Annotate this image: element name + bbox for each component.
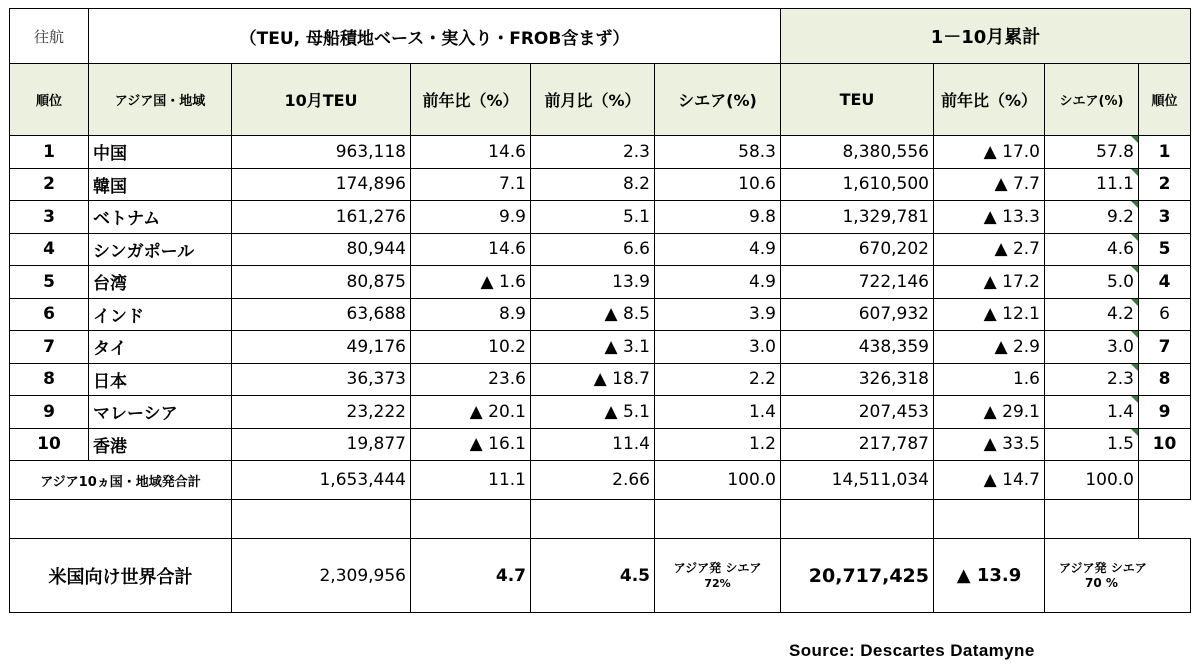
world-total-label: 米国向け世界合計	[10, 539, 232, 613]
cum-share-cell: 2.3	[1045, 363, 1139, 396]
cum-rank-cell: 8	[1139, 363, 1191, 396]
yoy-cell: 8.9	[411, 298, 531, 331]
cum-yoy-cell: ▲ 2.7	[934, 233, 1045, 266]
table-row	[10, 136, 1191, 169]
yoy-cell: 23.6	[411, 363, 531, 396]
cum-share-cell: 5.0	[1045, 266, 1139, 299]
world-total-oct-teu: 2,309,956	[232, 539, 411, 613]
oct-teu-cell: 19,877	[232, 428, 411, 461]
world-cum-asia-share-value: 70 %	[1085, 575, 1118, 590]
world-total-row	[10, 539, 1191, 613]
asia-total-row	[10, 461, 1191, 500]
mom-cell: 2.3	[531, 136, 655, 169]
cum-rank-cell: 3	[1139, 201, 1191, 234]
rank-cell: 8	[10, 363, 89, 396]
country-cell: 日本	[89, 363, 232, 396]
yoy-cell: ▲ 16.1	[411, 428, 531, 461]
oct-teu-cell: 174,896	[232, 168, 411, 201]
rank-cell: 4	[10, 233, 89, 266]
yoy-cell: ▲ 1.6	[411, 266, 531, 299]
cum-share-cell: 11.1	[1045, 168, 1139, 201]
cum-teu-cell: 326,318	[781, 363, 934, 396]
col-oct-teu: 10月TEU	[232, 64, 411, 136]
yoy-cell: 10.2	[411, 331, 531, 364]
cum-yoy-cell: ▲ 17.0	[934, 136, 1045, 169]
teu-table	[9, 8, 1191, 613]
asia-total-label: アジア10ヵ国・地域発合計	[10, 461, 232, 500]
table-row	[10, 201, 1191, 234]
cum-rank-cell: 6	[1139, 298, 1191, 331]
cum-yoy-cell: ▲ 13.3	[934, 201, 1045, 234]
col-cum-yoy: 前年比（%）	[934, 64, 1045, 136]
yoy-cell: ▲ 20.1	[411, 396, 531, 429]
col-rank: 順位	[10, 64, 89, 136]
rank-cell: 10	[10, 428, 89, 461]
cum-rank-cell: 10	[1139, 428, 1191, 461]
mom-cell: 11.4	[531, 428, 655, 461]
rank-cell: 7	[10, 331, 89, 364]
share-cell: 4.9	[655, 233, 781, 266]
oct-teu-cell: 963,118	[232, 136, 411, 169]
cum-yoy-cell: 1.6	[934, 363, 1045, 396]
mom-cell: ▲ 3.1	[531, 331, 655, 364]
cum-teu-cell: 670,202	[781, 233, 934, 266]
mom-cell: ▲ 8.5	[531, 298, 655, 331]
mom-cell: ▲ 5.1	[531, 396, 655, 429]
rank-cell: 9	[10, 396, 89, 429]
cum-rank-cell: 1	[1139, 136, 1191, 169]
world-total-mom: 4.5	[531, 539, 655, 613]
share-cell: 4.9	[655, 266, 781, 299]
cum-share-cell: 9.2	[1045, 201, 1139, 234]
asia-total-oct-teu: 1,653,444	[232, 461, 411, 500]
yoy-cell: 14.6	[411, 233, 531, 266]
mom-cell: 6.6	[531, 233, 655, 266]
col-yoy: 前年比（%）	[411, 64, 531, 136]
asia-total-empty	[1139, 461, 1191, 500]
world-cum-asia-share-label: アジア発 シエア	[1059, 560, 1147, 575]
table-row	[10, 363, 1191, 396]
cum-teu-cell: 217,787	[781, 428, 934, 461]
asia-total-share: 100.0	[655, 461, 781, 500]
oct-teu-cell: 36,373	[232, 363, 411, 396]
table-row	[10, 298, 1191, 331]
cum-teu-cell: 207,453	[781, 396, 934, 429]
rank-cell: 1	[10, 136, 89, 169]
cum-yoy-cell: ▲ 7.7	[934, 168, 1045, 201]
yoy-cell: 14.6	[411, 136, 531, 169]
asia-total-cum-teu: 14,511,034	[781, 461, 934, 500]
share-cell: 3.9	[655, 298, 781, 331]
world-total-cum-yoy: ▲ 13.9	[934, 539, 1045, 613]
cum-rank-cell: 9	[1139, 396, 1191, 429]
cum-rank-cell: 7	[1139, 331, 1191, 364]
world-total-yoy: 4.7	[411, 539, 531, 613]
country-cell: マレーシア	[89, 396, 232, 429]
source-note: Source: Descartes Datamyne	[789, 641, 1035, 660]
cum-teu-cell: 1,329,781	[781, 201, 934, 234]
cum-teu-cell: 607,932	[781, 298, 934, 331]
cum-teu-cell: 1,610,500	[781, 168, 934, 201]
yoy-cell: 9.9	[411, 201, 531, 234]
cum-share-cell: 1.4	[1045, 396, 1139, 429]
cum-teu-cell: 722,146	[781, 266, 934, 299]
share-cell: 58.3	[655, 136, 781, 169]
oct-teu-cell: 49,176	[232, 331, 411, 364]
cum-yoy-cell: ▲ 33.5	[934, 428, 1045, 461]
oct-teu-cell: 161,276	[232, 201, 411, 234]
share-cell: 10.6	[655, 168, 781, 201]
cum-yoy-cell: ▲ 12.1	[934, 298, 1045, 331]
oct-teu-cell: 80,875	[232, 266, 411, 299]
yoy-cell: 7.1	[411, 168, 531, 201]
country-cell: インド	[89, 298, 232, 331]
mom-cell: 13.9	[531, 266, 655, 299]
mom-cell: ▲ 18.7	[531, 363, 655, 396]
oct-teu-cell: 23,222	[232, 396, 411, 429]
table-row	[10, 168, 1191, 201]
mom-cell: 8.2	[531, 168, 655, 201]
country-cell: 香港	[89, 428, 232, 461]
table-row	[10, 428, 1191, 461]
country-cell: ベトナム	[89, 201, 232, 234]
country-cell: 韓国	[89, 168, 232, 201]
col-share: シエア(%)	[655, 64, 781, 136]
share-cell: 9.8	[655, 201, 781, 234]
col-cum-teu: TEU	[781, 64, 934, 136]
spacer-row	[10, 500, 1191, 539]
asia-total-cum-share: 100.0	[1045, 461, 1139, 500]
share-cell: 3.0	[655, 331, 781, 364]
cum-rank-cell: 5	[1139, 233, 1191, 266]
column-header-row	[10, 64, 1191, 136]
oct-teu-cell: 63,688	[232, 298, 411, 331]
cum-share-cell: 1.5	[1045, 428, 1139, 461]
share-cell: 2.2	[655, 363, 781, 396]
data-rows	[10, 136, 1191, 461]
cum-teu-cell: 438,359	[781, 331, 934, 364]
direction-label: 往航	[10, 9, 89, 64]
table-row	[10, 266, 1191, 299]
world-total-cum-teu: 20,717,425	[781, 539, 934, 613]
table-subtitle: （TEU, 母船積地ベース・実入り・FROB含まず）	[89, 9, 781, 64]
table-row	[10, 233, 1191, 266]
asia-total-mom: 2.66	[531, 461, 655, 500]
country-cell: 中国	[89, 136, 232, 169]
country-cell: シンガポール	[89, 233, 232, 266]
col-country: アジア国・地域	[89, 64, 232, 136]
col-cum-rank: 順位	[1139, 64, 1191, 136]
cum-rank-cell: 2	[1139, 168, 1191, 201]
rank-cell: 3	[10, 201, 89, 234]
rank-cell: 2	[10, 168, 89, 201]
table-row	[10, 396, 1191, 429]
cum-yoy-cell: ▲ 29.1	[934, 396, 1045, 429]
rank-cell: 6	[10, 298, 89, 331]
cum-yoy-cell: ▲ 2.9	[934, 331, 1045, 364]
share-cell: 1.4	[655, 396, 781, 429]
asia-total-cum-yoy: ▲ 14.7	[934, 461, 1045, 500]
col-cum-share: シエア(%)	[1045, 64, 1139, 136]
cum-share-cell: 57.8	[1045, 136, 1139, 169]
mom-cell: 5.1	[531, 201, 655, 234]
country-cell: タイ	[89, 331, 232, 364]
asia-total-yoy: 11.1	[411, 461, 531, 500]
oct-teu-cell: 80,944	[232, 233, 411, 266]
cum-rank-cell: 4	[1139, 266, 1191, 299]
cum-yoy-cell: ▲ 17.2	[934, 266, 1045, 299]
col-mom: 前月比（%）	[531, 64, 655, 136]
rank-cell: 5	[10, 266, 89, 299]
world-cum-asia-share	[1045, 539, 1191, 613]
cum-share-cell: 3.0	[1045, 331, 1139, 364]
cum-teu-cell: 8,380,556	[781, 136, 934, 169]
country-cell: 台湾	[89, 266, 232, 299]
share-cell: 1.2	[655, 428, 781, 461]
table-row	[10, 331, 1191, 364]
cum-share-cell: 4.2	[1045, 298, 1139, 331]
cumulative-title: 1－10月累計	[781, 9, 1191, 64]
title-row	[10, 9, 1191, 64]
cum-share-cell: 4.6	[1045, 233, 1139, 266]
world-asia-share-value: 72%	[704, 576, 731, 590]
world-asia-share	[655, 539, 781, 613]
world-asia-share-label: アジア発 シエア	[673, 560, 762, 575]
